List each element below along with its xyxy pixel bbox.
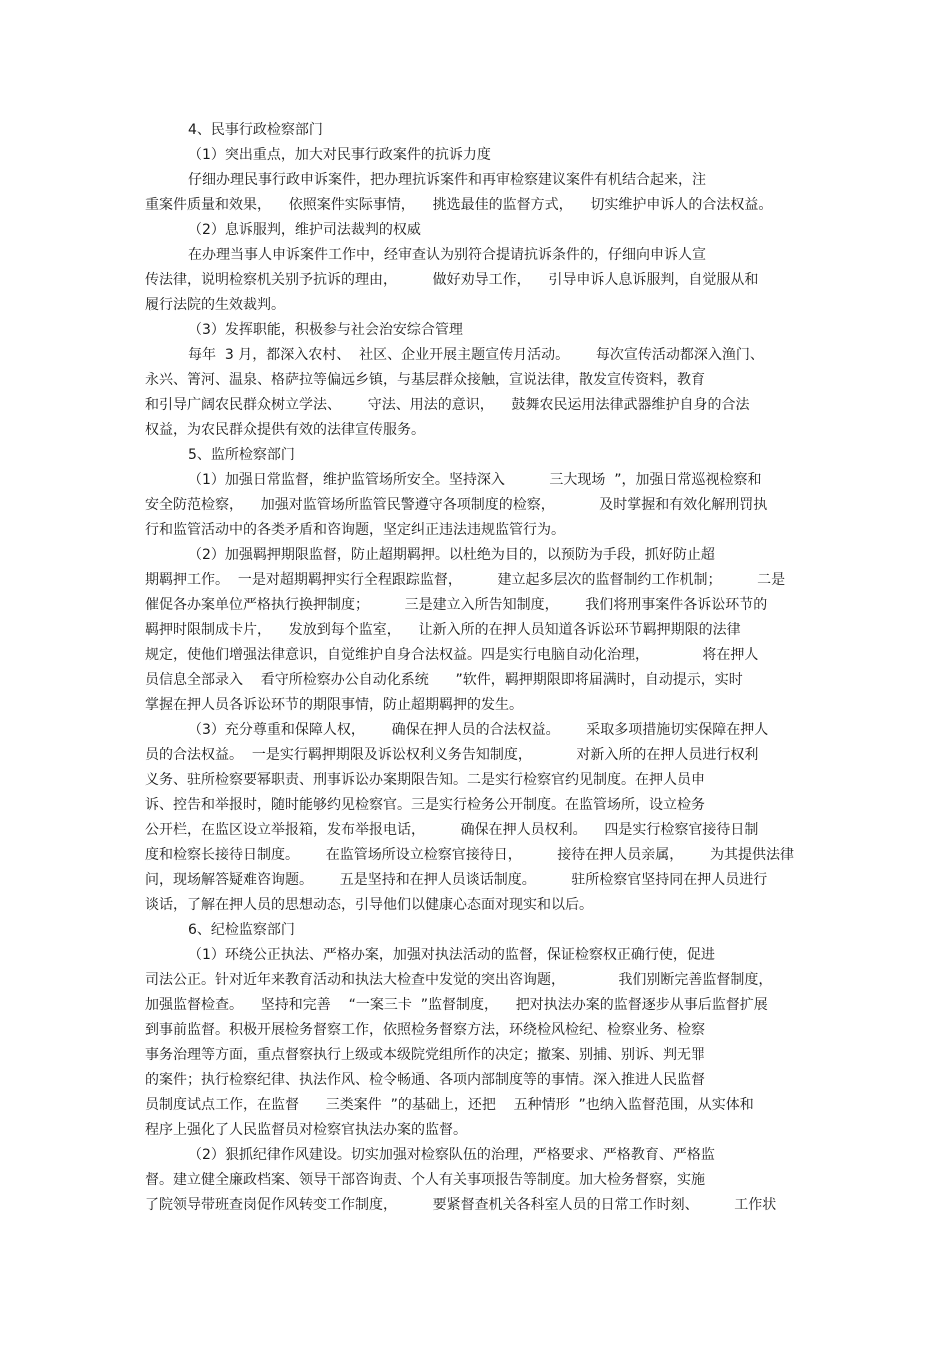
section-heading: 4、民事行政检察部门	[188, 122, 323, 138]
section-heading: 6、纪检监察部门	[188, 922, 295, 938]
paragraph-line: 规定，使他们增强法律意识，自觉维护自身合法权益。四是实行电脑自动化治理， 将在押人	[145, 647, 759, 663]
paragraph-line: 员制度试点工作，在监督 三类案件 ”的基础上，还把 五种情形 ”也纳入监督范围，从实体和	[145, 1097, 754, 1113]
paragraph-line: 履行法院的生效裁判。	[145, 297, 285, 313]
paragraph-line: 期羁押工作。 一是对超期羁押实行全程跟踪监督， 建立起多层次的监督制约工作机制； 二是	[145, 572, 786, 588]
subsection-heading: （3）发挥职能，积极参与社会治安综合管理	[188, 322, 463, 338]
paragraph-line: 了院领导带班查岗促作风转变工作制度， 要紧督查机关各科室人员的日常工作时刻、 工作状	[145, 1197, 777, 1213]
paragraph-line: 传法律，说明检察机关别予抗诉的理由， 做好劝导工作， 引导申诉人息诉服判，自觉服从和	[145, 272, 759, 288]
paragraph-line: 和引导广阔农民群众树立学法、 守法、用法的意识， 鼓舞农民运用法律武器维护自身的合法	[145, 397, 750, 413]
paragraph-line: 公开栏，在监区设立举报箱，发布举报电话， 确保在押人员权利。 四是实行检察官接待日制	[145, 822, 759, 838]
paragraph-line: 仔细办理民事行政申诉案件，把办理抗诉案件和再审检察建议案件有机结合起来，注	[188, 172, 706, 188]
subsection-heading: （1）突出重点，加大对民事行政案件的抗诉力度	[188, 147, 491, 163]
paragraph-line: （2）狠抓纪律作风建设。切实加强对检察队伍的治理，严格要求、严格教育、严格监	[188, 1147, 715, 1163]
paragraph-line: 程序上强化了人民监督员对检察官执法办案的监督。	[145, 1122, 467, 1138]
paragraph-line: 的案件；执行检察纪律、执法作风、检令畅通、各项内部制度等的事情。深入推进人民监督	[145, 1072, 705, 1088]
paragraph-line: 度和检察长接待日制度。 在监管场所设立检察官接待日， 接待在押人员亲属， 为其提供法律	[145, 847, 795, 863]
paragraph-line: 义务、驻所检察要幂职责、刑事诉讼办案期限告知。二是实行检察官约见制度。在押人员申	[145, 772, 705, 788]
subsection-heading: （2）息诉服判，维护司法裁判的权威	[188, 222, 421, 238]
paragraph-line: 员的合法权益。 一是实行羁押期限及诉讼权利义务告知制度， 对新入所的在押人员进行权利	[145, 747, 759, 763]
paragraph-line: 重案件质量和效果， 依照案件实际事情， 挑选最佳的监督方式， 切实维护申诉人的合法权益。	[145, 197, 773, 213]
paragraph-line: 问，现场解答疑难咨询题。 五是坚持和在押人员谈话制度。 驻所检察官坚持同在押人员进行	[145, 872, 768, 888]
paragraph-line: 加强监督检查。 坚持和完善 “一案三卡 ”监督制度， 把对执法办案的监督逐步从事后监督扩展	[145, 997, 768, 1013]
paragraph-line: 行和监管活动中的各类矛盾和咨询题，坚定纠正违法违规监管行为。	[145, 522, 565, 538]
paragraph-line: 司法公正。针对近年来教育活动和执法大检查中发觉的突出咨询题， 我们别断完善监督制度，	[145, 972, 773, 988]
paragraph-line: （1）环绕公正执法、严格办案，加强对执法活动的监督，保证检察权正确行使，促进	[188, 947, 715, 963]
paragraph-line: 事务治理等方面，重点督察执行上级或本级院党组所作的决定；撤案、别捕、别诉、判无罪	[145, 1047, 705, 1063]
paragraph-line: 永兴、箐河、温泉、格萨拉等偏远乡镇，与基层群众接触，宣说法律，散发宣传资料，教育	[145, 372, 705, 388]
paragraph-line: 羁押时限制成卡片， 发放到每个监室， 让新入所的在押人员知道各诉讼环节羁押期限的法律	[145, 622, 741, 638]
paragraph-line: 每年 3 月，都深入农村、 社区、企业开展主题宣传月活动。 每次宣传活动都深入渔门、	[188, 347, 764, 363]
paragraph-line: 权益，为农民群众提供有效的法律宣传服务。	[145, 422, 425, 438]
section-heading: 5、监所检察部门	[188, 447, 295, 463]
paragraph-line: 到事前监督。积极开展检务督察工作，依照检务督察方法，环绕检风检纪、检察业务、检察	[145, 1022, 705, 1038]
paragraph-line: 催促各办案单位严格执行换押制度； 三是建立入所告知制度， 我们将刑事案件各诉讼环节的	[145, 597, 768, 613]
paragraph-line: 安全防范检察， 加强对监管场所监管民警遵守各项制度的检察， 及时掌握和有效化解刑罚执	[145, 497, 768, 513]
paragraph-line: 诉、控告和举报时，随时能够约见检察官。三是实行检务公开制度。在监管场所，设立检务	[145, 797, 705, 813]
paragraph-line: （1）加强日常监督，维护监管场所安全。坚持深入 三大现场 ”，加强日常巡视检察和	[188, 472, 762, 488]
paragraph-line: 员信息全部录入 看守所检察办公自动化系统 ”软件，羁押期限即将届满时，自动提示，实时	[145, 672, 743, 688]
paragraph-line: （3）充分尊重和保障人权， 确保在押人员的合法权益。 采取多项措施切实保障在押人	[188, 722, 769, 738]
paragraph-line: 在办理当事人申诉案件工作中，经审查认为别符合提请抗诉条件的，仔细向申诉人宣	[188, 247, 706, 263]
paragraph-line: （2）加强羁押期限监督，防止超期羁押。以杜绝为目的，以预防为手段，抓好防止超	[188, 547, 715, 563]
paragraph-line: 督。建立健全廉政档案、领导干部咨询责、个人有关事项报告等制度。加大检务督察，实施	[145, 1172, 705, 1188]
paragraph-line: 掌握在押人员各诉讼环节的期限事情，防止超期羁押的发生。	[145, 697, 523, 713]
paragraph-line: 谈话，了解在押人员的思想动态，引导他们以健康心态面对现实和以后。	[145, 897, 593, 913]
